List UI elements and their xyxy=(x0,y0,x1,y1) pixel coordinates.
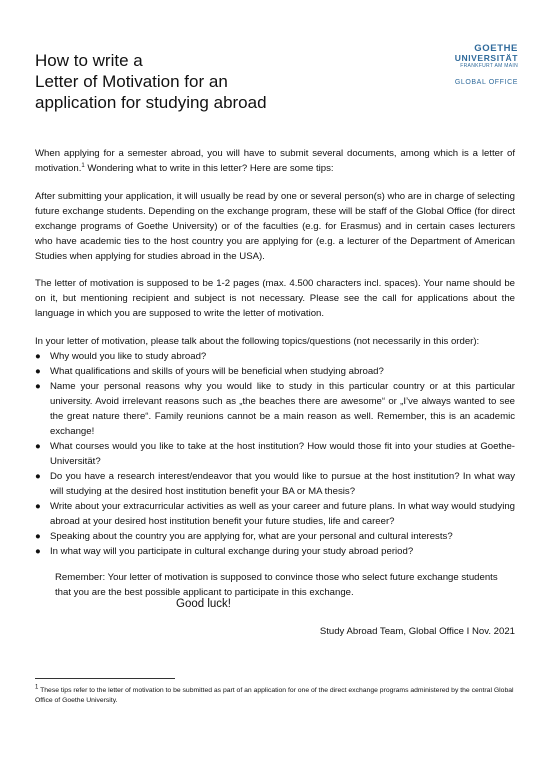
logo-goethe: GOETHE xyxy=(474,43,518,54)
bullet-icon: ● xyxy=(35,440,41,452)
reviewers-paragraph: After submitting your application, it will usually be read by one or several person(s) who are in charge of selecting future exchange students. Depending on the exchange program, these will be staff of the Global Office (for direct exchange programs of Goethe University) or of the faculties (e.g. for Erasmus) and in certain cases lecturers who have academic ties to the host country you are applying for (e.g. a lecturer of the Department of American Studies when applying for studies abroad in the USA). xyxy=(35,190,515,262)
bullet-icon: ● xyxy=(35,470,41,482)
list-item-text: Why would you like to study abroad? xyxy=(50,350,207,362)
bullet-icon: ● xyxy=(35,500,41,512)
list-item xyxy=(35,364,515,379)
signature-line: Study Abroad Team, Global Office I Nov. 2021 xyxy=(319,626,515,637)
list-item-text: Name your personal reasons why you would like to study in this particular country or at this particular university. Avoid irrelevant reasons such as „the beaches there are awesome“ or „I’ve always wanted to see the great nature there“. Family reunions cannot be a main reason as well. Remember, this is an academic exchange! xyxy=(50,380,515,437)
list-item-text: What qualifications and skills of yours will be beneficial when studying abroad? xyxy=(50,365,384,377)
length-paragraph: The letter of motivation is supposed to be 1-2 pages (max. 4.500 characters incl. spaces). Your name should be on it, but mentioning recipient and subject is not necessary. Please see the call for applications about the language in which you are supposed to write the letter of motivation. xyxy=(35,278,515,319)
list-item-text: In what way will you participate in cultural exchange during your study abroad period? xyxy=(50,545,414,557)
document-title xyxy=(35,50,335,113)
bullet-icon: ● xyxy=(35,545,41,557)
bullet-icon: ● xyxy=(35,350,41,362)
document-body xyxy=(35,146,515,559)
title-line-2: Letter of Motivation for an xyxy=(35,72,228,91)
intro-tail: Wondering what to write in this letter? Here are some tips: xyxy=(84,163,334,174)
remember-note: Remember: Your letter of motivation is supposed to convince those who select future exchange students that you are the best possible applicant to participate in this exchange. xyxy=(55,572,498,598)
footnote xyxy=(35,686,525,706)
bullet-icon: ● xyxy=(35,530,41,542)
topics-paragraph: In your letter of motivation, please talk about the following topics/questions (not necessarily in this order): xyxy=(35,335,480,347)
list-item-text: Speaking about the country you are applying for, what are your personal and cultural interests? xyxy=(50,530,453,542)
footnote-ref: 1 xyxy=(81,162,85,169)
list-item xyxy=(35,469,515,499)
list-item-text: Write about your extracurricular activities as well as your career and future plans. In what way would studying abroad at your desired host institution benefit your future studies, life and career? xyxy=(50,500,515,527)
footnote-mark: 1 xyxy=(35,684,39,691)
logo-universitaet: UNIVERSITÄT xyxy=(454,53,518,63)
bullet-icon: ● xyxy=(35,380,41,392)
footnote-text: These tips refer to the letter of motivation to be submitted as part of an application for one of the direct exchange programs administered by the central Global Office of Goethe University. xyxy=(35,687,514,704)
intro-paragraph xyxy=(35,146,515,176)
list-item xyxy=(35,499,515,529)
list-item xyxy=(35,349,515,364)
logo-global-office: GLOBAL OFFICE xyxy=(454,79,518,86)
title-line-1: How to write a xyxy=(35,51,143,70)
topics-list xyxy=(35,349,515,559)
list-item-text: Do you have a research interest/endeavor that you would like to pursue at the host institution? In what way will studying at the desired host institution benefit your BA or MA thesis? xyxy=(50,470,515,497)
footnote-divider xyxy=(35,678,175,679)
intro-text: When applying for a semester abroad, you will have to submit several documents, among which is a letter of motivation. xyxy=(35,148,515,174)
list-item xyxy=(35,379,515,439)
logo-frankfurt: FRANKFURT AM MAIN xyxy=(460,63,518,69)
list-item xyxy=(35,529,515,544)
bullet-icon: ● xyxy=(35,365,41,377)
title-line-3: application for studying abroad xyxy=(35,93,267,112)
list-item xyxy=(35,544,515,559)
list-item-text: What courses would you like to take at the host institution? How would those fit into your studies at Goethe-Universität? xyxy=(50,440,515,467)
good-luck-text: Good luck! xyxy=(176,598,231,610)
list-item xyxy=(35,439,515,469)
goethe-university-logo xyxy=(448,44,518,86)
